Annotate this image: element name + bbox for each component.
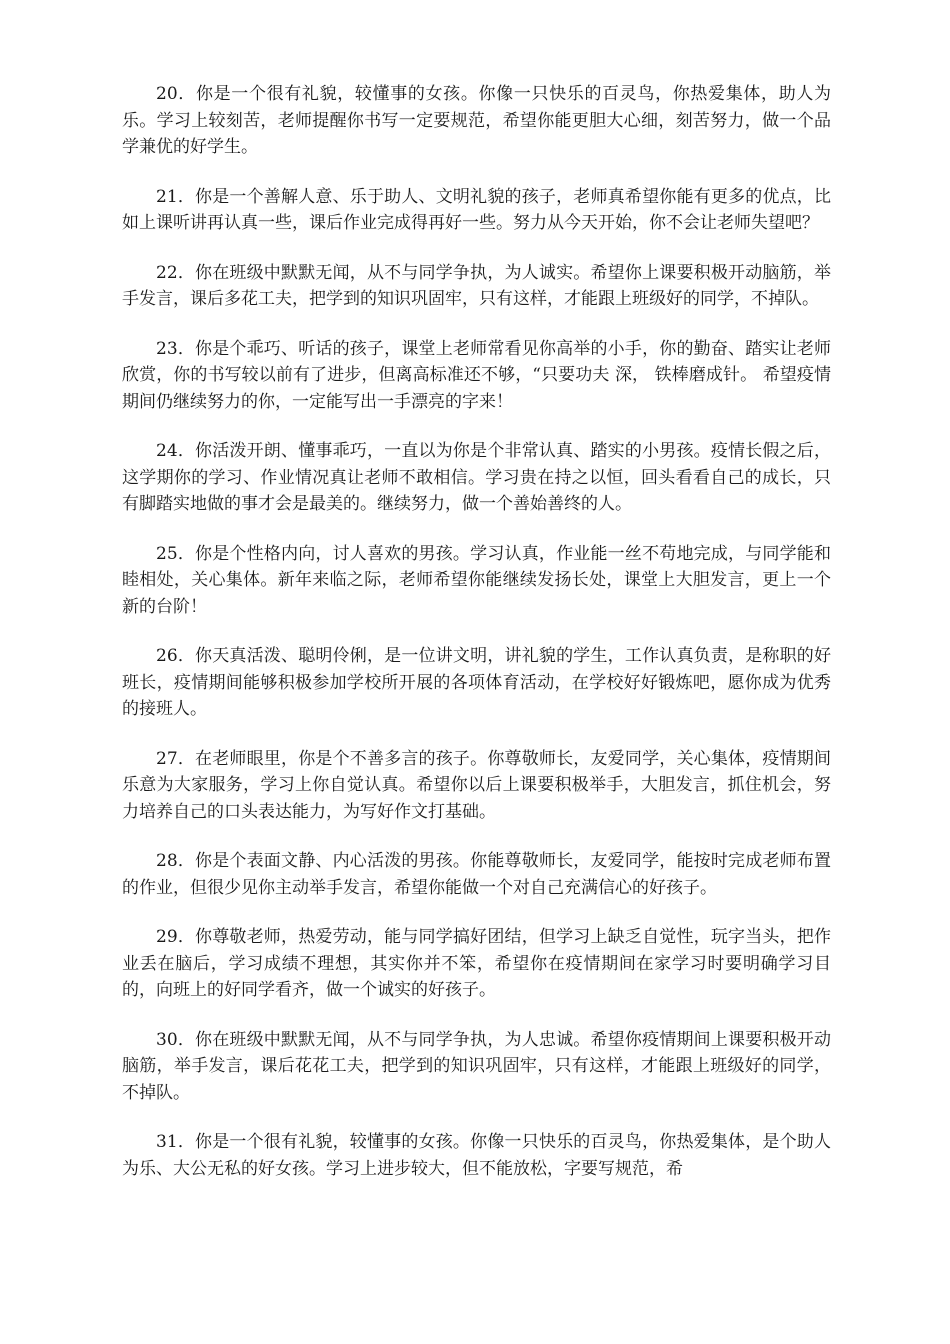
paragraph-number: 30 xyxy=(156,1029,178,1050)
comment-paragraph-29: 29．你尊敬老师，热爱劳动，能与同学搞好团结，但学习上缺乏自觉性，玩字当头，把作业丢在脑后，学习成绩不理想，其实你并不笨，希望你在疫情期间在家学习时要明确学习目的，向班上的好同学看齐，做一个诚实的好孩子。 xyxy=(122,927,832,1000)
paragraph-text: 你天真活泼、聪明伶俐，是一位讲文明，讲礼貌的学生，工作认真负责，是称职的好班长，疫情期间能够积极参加学校所开展的各项体育活动，在学校好好锻炼吧，愿你成为优秀的接班人。 xyxy=(122,646,832,719)
paragraph-number: 25 xyxy=(156,543,178,564)
document-page xyxy=(122,81,831,1205)
comment-paragraph-25: 25．你是个性格内向，讨人喜欢的男孩。学习认真，作业能一丝不苟地完成，与同学能和睦相处，关心集体。新年来临之际，老师希望你能继续发扬长处，课堂上大胆发言，更上一个新的台阶！ xyxy=(122,543,832,617)
paragraph-number: 28 xyxy=(156,851,178,871)
paragraph-text: 你是个性格内向，讨人喜欢的男孩。学习认真，作业能一丝不苟地完成，与同学能和睦相处，关心集体。新年来临之际，老师希望你能继续发扬长处，课堂上大胆发言，更上一个新的台阶！ xyxy=(122,543,832,617)
paragraph-number: 23 xyxy=(156,338,178,359)
comment-paragraph-22: 22．你在班级中默默无闻，从不与同学争执，为人诚实。希望你上课要积极开动脑筋，举手发言，课后多花工夫，把学到的知识巩固牢，只有这样，才能跟上班级好的同学，不掉队。 xyxy=(122,262,832,309)
comment-paragraph-24: 24．你活泼开朗、懂事乖巧，一直以为你是个非常认真、踏实的小男孩。疫情长假之后，这学期你的学习、作业情况真让老师不敢相信。学习贵在持之以恒，回头看看自己的成长，只有脚踏实地做的事才会是最美的。继续努力，做一个善始善终的人。 xyxy=(122,441,832,514)
comment-paragraph-23: 23．你是个乖巧、听话的孩子，课堂上老师常看见你高举的小手，你的勤奋、踏实让老师欣赏，你的书写较以前有了进步，但离高标准还不够，“只要功夫 深， 铁棒磨成针。 希望疫情期间仍继续努力的你，一定能写出一手漂亮的字来！ xyxy=(122,338,832,412)
comment-paragraph-20: 20．你是一个很有礼貌，较懂事的女孩。你像一只快乐的百灵鸟，你热爱集体，助人为乐。学习上较刻苦，老师提醒你书写一定要规范，希望你能更胆大心细，刻苦努力，做一个品学兼优的好学生。 xyxy=(122,84,832,157)
comment-paragraph-27: 27．在老师眼里，你是个不善多言的孩子。你尊敬师长，友爱同学，关心集体，疫情期间乐意为大家服务，学习上你自觉认真。希望你以后上课要积极举手，大胆发言，抓住机会，努力培养自己的口头表达能力，为写好作文打基础。 xyxy=(122,748,832,822)
paragraph-number: 20 xyxy=(156,84,178,104)
paragraph-text: 在老师眼里，你是个不善多言的孩子。你尊敬师长，友爱同学，关心集体，疫情期间乐意为大家服务，学习上你自觉认真。希望你以后上课要积极举手，大胆发言，抓住机会，努力培养自己的口头表达能力，为写好作文打基础。 xyxy=(122,748,832,822)
paragraph-number: 29 xyxy=(156,927,178,947)
paragraph-text: 你是一个善解人意、乐于助人、文明礼貌的孩子，老师真希望你能有更多的优点，比如上课听讲再认真一些，课后作业完成得再好一些。努力从今天开始，你不会让老师失望吧？ xyxy=(122,186,832,233)
paragraph-text: 你是个表面文静、内心活泼的男孩。你能尊敬师长，友爱同学，能按时完成老师布置的作业，但很少见你主动举手发言，希望你能做一个对自己充满信心的好孩子。 xyxy=(122,851,832,898)
paragraph-text: 你在班级中默默无闻，从不与同学争执，为人诚实。希望你上课要积极开动脑筋，举手发言，课后多花工夫，把学到的知识巩固牢，只有这样，才能跟上班级好的同学，不掉队。 xyxy=(122,262,832,309)
paragraph-text: 你是一个很有礼貌，较懂事的女孩。你像一只快乐的百灵鸟，你热爱集体，助人为乐。学习上较刻苦，老师提醒你书写一定要规范，希望你能更胆大心细，刻苦努力，做一个品学兼优的好学生。 xyxy=(122,84,832,157)
comment-paragraph-21: 21．你是一个善解人意、乐于助人、文明礼貌的孩子，老师真希望你能有更多的优点，比如上课听讲再认真一些，课后作业完成得再好一些。努力从今天开始，你不会让老师失望吧？ xyxy=(122,186,832,233)
comment-paragraph-30: 30．你在班级中默默无闻，从不与同学争执，为人忠诚。希望你疫情期间上课要积极开动脑筋，举手发言，课后花花工夫，把学到的知识巩固牢，只有这样，才能跟上班级好的同学，不掉队。 xyxy=(122,1029,832,1103)
paragraph-number: 26 xyxy=(156,646,178,666)
paragraph-text: 你尊敬老师，热爱劳动，能与同学搞好团结，但学习上缺乏自觉性，玩字当头，把作业丢在脑后，学习成绩不理想，其实你并不笨，希望你在疫情期间在家学习时要明确学习目的，向班上的好同学看齐，做一个诚实的好孩子。 xyxy=(122,927,832,1000)
paragraph-number: 24 xyxy=(156,441,178,461)
paragraph-number: 22 xyxy=(156,262,178,283)
paragraph-text: 你是一个很有礼貌，较懂事的女孩。你像一只快乐的百灵鸟，你热爱集体，是个助人为乐、大公无私的好女孩。学习上进步较大，但不能放松，字要写规范，希 xyxy=(122,1132,832,1179)
comment-paragraph-31: 31．你是一个很有礼貌，较懂事的女孩。你像一只快乐的百灵鸟，你热爱集体，是个助人为乐、大公无私的好女孩。学习上进步较大，但不能放松，字要写规范，希 xyxy=(122,1132,832,1179)
paragraph-number: 21 xyxy=(156,186,178,207)
paragraph-text: 你在班级中默默无闻，从不与同学争执，为人忠诚。希望你疫情期间上课要积极开动脑筋，举手发言，课后花花工夫，把学到的知识巩固牢，只有这样，才能跟上班级好的同学，不掉队。 xyxy=(122,1029,832,1103)
paragraph-text: 你是个乖巧、听话的孩子，课堂上老师常看见你高举的小手，你的勤奋、踏实让老师欣赏，你的书写较以前有了进步，但离高标准还不够，“只要功夫 深， 铁棒磨成针。 希望疫情期间仍继续努力的你，一定能写出一手漂亮的字来！ xyxy=(122,338,832,412)
comment-paragraph-26: 26．你天真活泼、聪明伶俐，是一位讲文明，讲礼貌的学生，工作认真负责，是称职的好班长，疫情期间能够积极参加学校所开展的各项体育活动，在学校好好锻炼吧，愿你成为优秀的接班人。 xyxy=(122,646,832,719)
comment-paragraph-28: 28．你是个表面文静、内心活泼的男孩。你能尊敬师长，友爱同学，能按时完成老师布置的作业，但很少见你主动举手发言，希望你能做一个对自己充满信心的好孩子。 xyxy=(122,851,832,898)
paragraph-number: 27 xyxy=(156,748,178,769)
paragraph-number: 31 xyxy=(156,1132,178,1152)
paragraph-text: 你活泼开朗、懂事乖巧，一直以为你是个非常认真、踏实的小男孩。疫情长假之后，这学期你的学习、作业情况真让老师不敢相信。学习贵在持之以恒，回头看看自己的成长，只有脚踏实地做的事才会是最美的。继续努力，做一个善始善终的人。 xyxy=(122,441,832,514)
